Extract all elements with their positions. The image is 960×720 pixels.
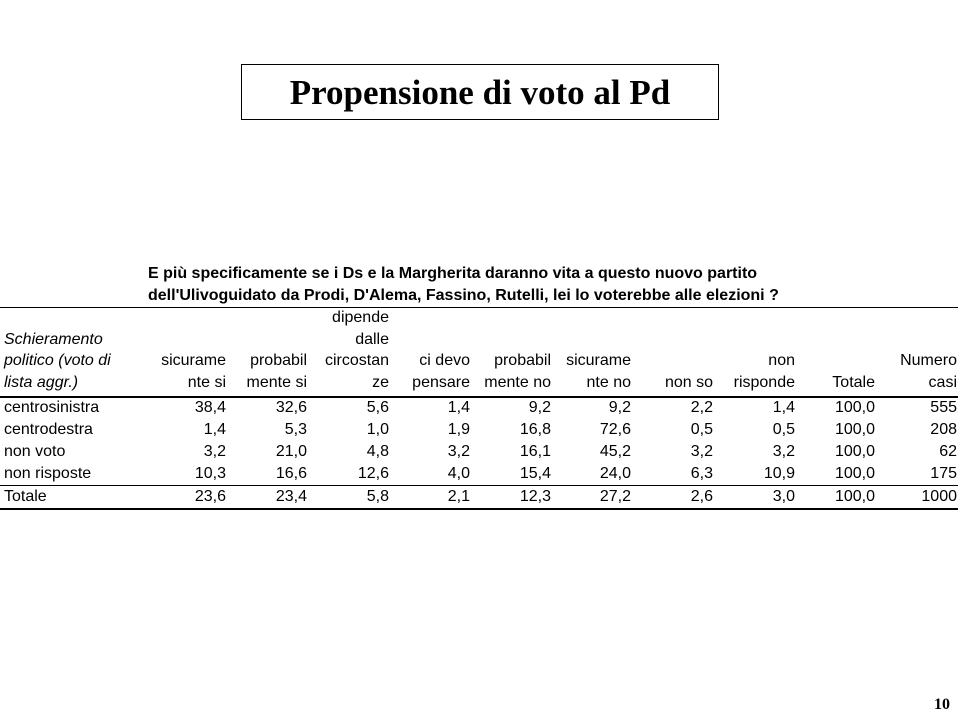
table-row-cell: 3,2 (203, 443, 226, 460)
column-header-line: Totale (832, 373, 875, 391)
column-header-line: mente no (484, 373, 551, 391)
page-title: Propensione di voto al Pd (289, 72, 671, 112)
table-row-cell: 6,3 (690, 465, 713, 482)
table-row-cell: 1,9 (447, 421, 470, 438)
table-row-cell: 4,0 (447, 465, 470, 482)
column-header-line: pensare (412, 373, 470, 391)
table-row-cell: 9,2 (608, 399, 631, 416)
row-header-line: Schieramento (4, 330, 103, 348)
column-header-line: circostan (324, 352, 389, 369)
column-header (551, 350, 631, 393)
question-line-1: E più specificamente se i Ds e la Margherita daranno vita a questo nuovo partito (148, 265, 758, 282)
table-row-cell: 10,9 (763, 465, 795, 482)
column-header-line: non (768, 352, 795, 369)
table-row-cell: 15,4 (519, 465, 551, 482)
table-row-label: non risposte (4, 465, 92, 482)
table-row-cell: 0,5 (690, 421, 713, 438)
total-row-cell: 1000 (921, 488, 957, 505)
total-row-cell: 5,8 (366, 488, 389, 505)
table-row-cell: 1,0 (366, 421, 389, 438)
column-header-line: ze (372, 373, 389, 391)
column-header (309, 307, 389, 393)
table-bottom-rule (0, 508, 958, 510)
column-header-line: casi (928, 373, 957, 391)
table-row-cell: 16,1 (519, 443, 551, 460)
table-row-cell: 175 (930, 465, 957, 482)
table-row-cell: 3,2 (447, 443, 470, 460)
table-row-cell: 72,6 (599, 421, 631, 438)
table-row-cell: 5,3 (284, 421, 307, 438)
column-header (471, 350, 551, 393)
table-row-cell: 100,0 (834, 399, 875, 416)
row-header-label (4, 329, 111, 394)
column-header (715, 350, 795, 393)
row-header-line: lista aggr.) (4, 373, 79, 391)
table-row-label: non voto (4, 443, 66, 460)
column-header-line: ci devo (419, 352, 470, 369)
column-header-line: sicurame (161, 352, 226, 369)
table-row-cell: 38,4 (194, 399, 226, 416)
column-header (390, 350, 470, 393)
table-row-cell: 21,0 (275, 443, 307, 460)
table-row-cell: 16,8 (519, 421, 551, 438)
column-header-line: dalle (355, 330, 389, 348)
table-row-label: centrodestra (4, 421, 93, 438)
total-row-cell: 2,1 (447, 488, 470, 505)
table-row-cell: 3,2 (690, 443, 713, 460)
total-row-cell: 100,0 (834, 488, 875, 505)
table-row-cell: 45,2 (599, 443, 631, 460)
column-header-line: nte si (187, 373, 226, 391)
column-header-line: dipende (332, 309, 389, 326)
row-header-line: politico (voto di (4, 352, 111, 369)
column-header-line: probabil (494, 352, 551, 369)
table-row-label: centrosinistra (4, 399, 100, 416)
column-header (227, 350, 307, 393)
total-row-cell: 2,6 (690, 488, 713, 505)
total-row-cell: 23,6 (194, 488, 226, 505)
column-header-line: risponde (733, 373, 795, 391)
table-row-cell: 555 (930, 399, 957, 416)
column-header-line: mente si (246, 373, 307, 391)
column-header (795, 372, 875, 394)
table-top-rule (0, 307, 958, 308)
table-row-cell: 62 (939, 443, 957, 460)
table-row-cell: 100,0 (834, 465, 875, 482)
total-row-cell: 27,2 (599, 488, 631, 505)
table-row-cell: 16,6 (275, 465, 307, 482)
column-header-line: nte no (586, 373, 631, 391)
question-line-2: dell'Ulivoguidato da Prodi, D'Alema, Fassino, Rutelli, lei lo voterebbe alle elezioni ? (148, 287, 779, 304)
survey-question (148, 263, 948, 307)
column-header (146, 350, 226, 393)
table-row-cell: 9,2 (528, 399, 551, 416)
table-row-cell: 1,4 (447, 399, 470, 416)
total-row-label: Totale (4, 488, 47, 505)
total-row-cell: 3,0 (772, 488, 795, 505)
table-row-cell: 100,0 (834, 421, 875, 438)
column-header-line: Numero (900, 352, 957, 369)
table-row-cell: 100,0 (834, 443, 875, 460)
table-row-cell: 208 (930, 421, 957, 438)
total-row-cell: 23,4 (275, 488, 307, 505)
table-row-cell: 1,4 (203, 421, 226, 438)
table-row-cell: 32,6 (275, 399, 307, 416)
table-row-cell: 0,5 (772, 421, 795, 438)
page-number: 10 (934, 696, 950, 713)
table-row-cell: 4,8 (366, 443, 389, 460)
table-row-cell: 12,6 (357, 465, 389, 482)
column-header-line: probabil (250, 352, 307, 369)
column-header (633, 372, 713, 394)
total-row-cell: 12,3 (519, 488, 551, 505)
column-header-line: non so (664, 373, 713, 391)
table-row-cell: 1,4 (772, 399, 795, 416)
column-header (877, 350, 957, 393)
title-box (241, 64, 719, 120)
table-row-cell: 2,2 (690, 399, 713, 416)
table-row-cell: 3,2 (772, 443, 795, 460)
table-row-cell: 10,3 (194, 465, 226, 482)
table-row-cell: 5,6 (366, 399, 389, 416)
table-row-cell: 24,0 (599, 465, 631, 482)
column-header-line: sicurame (566, 352, 631, 369)
